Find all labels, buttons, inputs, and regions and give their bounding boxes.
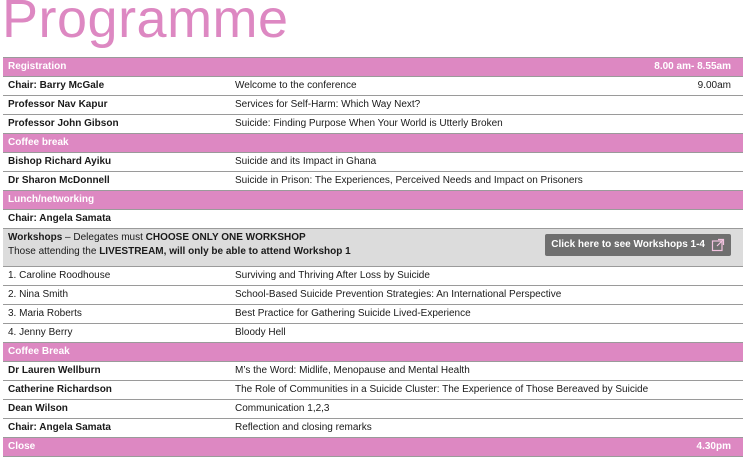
talk-title: Suicide and its Impact in Ghana	[235, 156, 377, 167]
speaker-name: Professor Nav Kapur	[8, 99, 108, 110]
talk-time: 9.00am	[697, 80, 731, 91]
page-title: Programme	[2, 0, 289, 49]
talk-title: Welcome to the conference	[235, 80, 357, 91]
table-row	[3, 96, 743, 115]
talk-title: Surviving and Thriving After Loss by Suicide	[235, 270, 430, 281]
workshop-speaker: 2. Nina Smith	[8, 289, 69, 300]
table-row	[3, 210, 743, 229]
speaker-name: Chair: Angela Samata	[8, 213, 111, 224]
section-time: 8.00 am- 8.55am	[654, 61, 731, 72]
speaker-name: Dr Lauren Wellburn	[8, 365, 101, 376]
section-label: Registration	[8, 61, 67, 72]
talk-title: Suicide: Finding Purpose When Your World is Utterly Broken	[235, 118, 503, 129]
section-lunch	[3, 191, 743, 210]
talk-title: Services for Self-Harm: Which Way Next?	[235, 99, 421, 110]
speaker-name: Professor John Gibson	[8, 118, 119, 129]
talk-title: Communication 1,2,3	[235, 403, 330, 414]
see-workshops-label: Click here to see Workshops 1-4	[551, 239, 705, 250]
section-close	[3, 438, 743, 457]
table-row	[3, 77, 743, 96]
workshops-notice: Workshops – Delegates must CHOOSE ONLY ONE WORKSHOP	[8, 232, 306, 243]
talk-title: School-Based Suicide Prevention Strategies: An International Perspective	[235, 289, 562, 300]
speaker-name: Chair: Barry McGale	[8, 80, 105, 91]
table-row	[3, 305, 743, 324]
talk-title: Best Practice for Gathering Suicide Lived-Experience	[235, 308, 471, 319]
workshop-speaker: 1. Caroline Roodhouse	[8, 270, 111, 281]
talk-title: Bloody Hell	[235, 327, 286, 338]
table-row	[3, 362, 743, 381]
section-time: 4.30pm	[696, 441, 731, 452]
table-row	[3, 381, 743, 400]
workshop-speaker: 4. Jenny Berry	[8, 327, 73, 338]
talk-title: Reflection and closing remarks	[235, 422, 372, 433]
section-label: Coffee break	[8, 137, 69, 148]
section-label: Lunch/networking	[8, 194, 95, 205]
section-coffee-break	[3, 343, 743, 362]
section-label: Coffee Break	[8, 346, 70, 357]
speaker-name: Dean Wilson	[8, 403, 68, 414]
section-coffee-break	[3, 134, 743, 153]
table-row	[3, 115, 743, 134]
table-row	[3, 267, 743, 286]
see-workshops-button[interactable]	[545, 234, 731, 256]
speaker-name: Dr Sharon McDonnell	[8, 175, 110, 186]
speaker-name: Catherine Richardson	[8, 384, 112, 395]
table-row	[3, 286, 743, 305]
external-link-icon	[711, 238, 725, 252]
speaker-name: Bishop Richard Ayiku	[8, 156, 112, 167]
table-row	[3, 419, 743, 438]
table-row	[3, 324, 743, 343]
section-label: Close	[8, 441, 36, 452]
speaker-name: Chair: Angela Samata	[8, 422, 111, 433]
talk-title: M’s the Word: Midlife, Menopause and Mental Health	[235, 365, 470, 376]
talk-title: Suicide in Prison: The Experiences, Perceived Needs and Impact on Prisoners	[235, 175, 583, 186]
workshop-speaker: 3. Maria Roberts	[8, 308, 82, 319]
programme-table	[3, 57, 743, 457]
section-registration	[3, 58, 743, 77]
workshops-header	[3, 229, 743, 267]
livestream-notice: Those attending the LIVESTREAM, will only be able to attend Workshop 1	[8, 246, 351, 257]
table-row	[3, 172, 743, 191]
table-row	[3, 400, 743, 419]
table-row	[3, 153, 743, 172]
talk-title: The Role of Communities in a Suicide Cluster: The Experience of Those Bereaved by Suicide	[235, 384, 649, 395]
